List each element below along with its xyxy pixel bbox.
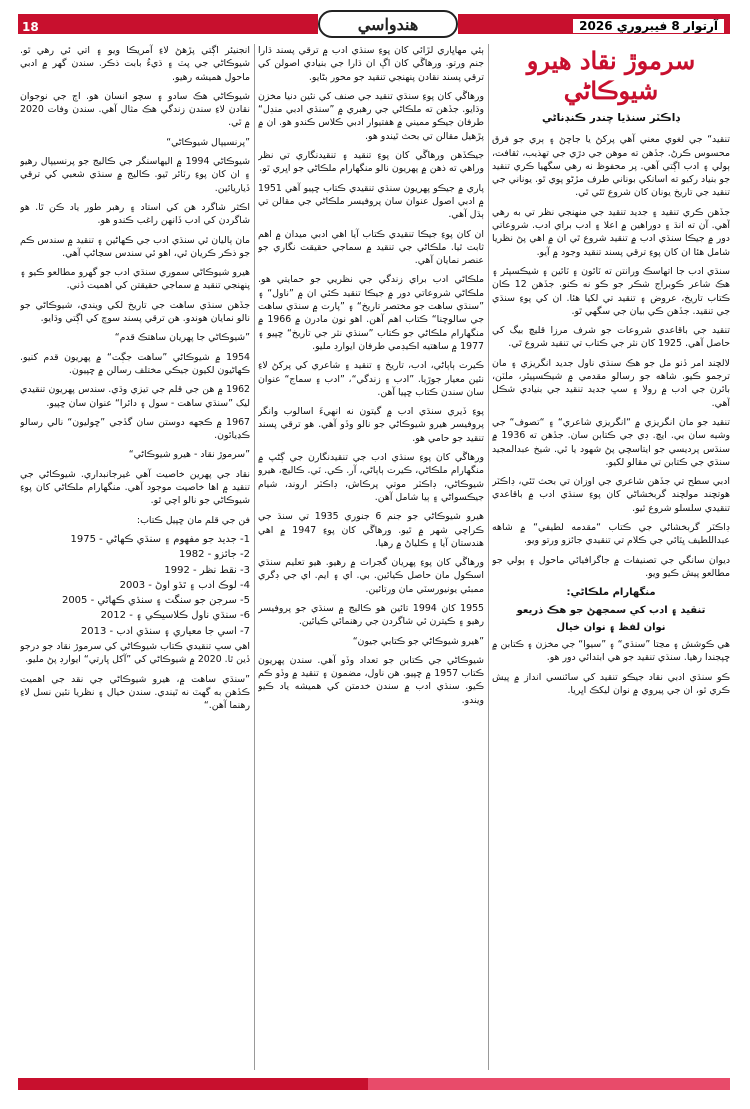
article-column-right bbox=[492, 44, 730, 1070]
paragraph: هي ڪوشش ۽ مڃتا ”سنڌي“ ۽ ”سيوا“ جي مخزن ۽ ڪتابن ۾ ڇپجندا رهيا. سنڌي تنقيد جو هي ابتدائي دور هو. bbox=[492, 639, 730, 664]
paragraph: ٻئي مهاڀاري لڙائي کان پوءِ سنڌي ادب ۾ ترقي پسند ڌارا جنم ورتو. ورهاڱي کان اڳ ان ڌارا جي بنيادي اصولن کي ترقي پسند نقادن پنهنجي تنقيد جو محور بڻايو. bbox=[258, 45, 484, 83]
paragraph: سنڌي ادب جا اتهاسڪ ورانتن ته ٽائون ۽ ٽائين ۽ شيڪسپئر ۽ هڪ شاعر ڪوبراج شڪر جو ڪو نه ڪنو. جڏهن 12 ڪان ڪتاب تاريخ، عروض ۽ تنقيد تي لکيا هئا. ان کي پوءِ سنڌي جي تنقيد. جڏهن ڪي بيان جي سگهي ٿو. bbox=[492, 265, 730, 317]
paragraph: ڊاڪٽر گربخشاڻي جي ڪتاب “مقدمه لطيفي“ ۾ شاهه عبداللطيف ڀٽائي جي ڪلام تي تنقيدي جائزو ورتو ويو. bbox=[492, 522, 730, 547]
paragraph: جيڪڏهن ورهاڱي کان پوءِ تنقيد ۽ تنقيدنگاري تي نظر وراهي ته ذهن ۾ پهريون نالو منگهارام ملڪاڻي جو اڀري ٿو. bbox=[258, 150, 484, 175]
paragraph: ڪو سنڌي ادبي نقاد جيڪو تنقيد کي سائنسي انداز ۾ پيش ڪري ٿو، ان جي پيروي ۾ نوان ليکڪ اڀريا. bbox=[492, 671, 730, 696]
paragraph: 1955 کان 1994 تائين هو ڪاليج ۾ سنڌي جو پروفيسر رهيو ۽ ڪيترن ئي شاگردن جي رهنمائي ڪيائين. bbox=[258, 602, 484, 628]
left-column-end bbox=[20, 640, 250, 712]
column-divider-left bbox=[254, 44, 255, 1070]
article-title: سرموڙ نقاد هيرو شيوڪاڻي bbox=[526, 46, 696, 105]
book-item: 5- سرجن جو سنگت ۽ سنڌي ڪهاڻي - 2005 bbox=[61, 595, 250, 607]
paragraph: پاري ۾ جيڪو پهريون سنڌي تنقيدي ڪتاب ڇپيو آهي 1951 ۾ ادبي اصول عنوان سان پروفيسر ملڪاڻي جي مقالن تي ٻڌل آهي. bbox=[258, 182, 484, 221]
paragraph: 1962 ۾ هن جي قلم جي تيزي وڌي. سندس پهريون تنقيدي ليک ”سنڌي ساهت - سول ۽ دائرا“ عنوان سان ڇپيو. bbox=[20, 384, 250, 409]
paragraph: ادبي سطح تي جڏهن شاعري جي اوزان تي بحث ٿئي، ڊاڪٽر هوتچند مولچند گربخشاڻي کان پوءِ سنڌي ادب ۾ باقاعدي تنقيدي سلسلو شروع ٿيو. bbox=[492, 476, 730, 514]
paragraph: ورهاڱي کان پوءِ سنڌي تنقيد جي صنف کي نئين دنيا مخزن وڌايو. جڏهن ته ملڪاڻي جي رهبري ۾ ”سنڌي ادبي منڊل“ طرفان جيڪو مميني ۾ هفتيوار ادبي ڪلاس ڪندو هو. ان ۾ پڙهيل مقالن تي بحث ٿيندو هو. bbox=[258, 90, 484, 142]
paragraph: لالچند امر ڏنو مل جو هڪ سنڌي ناول جديد انگريزي ۽ مان ترجمو ڪيو. شاهه جو رسالو مقدمي ۾ شيڪسپيئر، ملٽن، بائرن جي ادب ۾ رولا ۽ سڀ جديد تنقيد جي بنيادي شڪل آهي. bbox=[492, 357, 730, 409]
paragraph: ملڪاڻي ادب براي زندگي جي نظريي جو حمايتي هو. ملڪاڻي شروعاتي دور ۾ جيڪا تنقيد ڪئي ان ۾ ”ناول“ ۽ ”سنڌي ساهت جو مختصر تاريخ“ ۽ ”پارت ۾ سنڌي ساهت جي سالوچنا“ ڪتاب اهم آهن. اهو نون مادرن ۾ 1966 ۾ منگهارام ملڪاڻي جو ڪتاب ”سنڌي نثر جي تاريخ“ ڇپيو ۽ 1977 ۾ ساهتيه اڪيڊمي طرفان ايوارڊ مليو. bbox=[258, 274, 484, 352]
page-number: 18 bbox=[22, 20, 39, 34]
book-item: 3- نقط نظر - 1992 bbox=[164, 564, 250, 576]
paragraph: ”سرموڙ نقاد - هيرو شيوڪاڻي“ bbox=[128, 449, 250, 461]
paragraph: تنقيد جي باقاعدي شروعات جو شرف مرزا قليچ بيگ کي حاصل آهي. 1925 کان نثر جي ڪتاب تي تنقيد شروع ٿي. bbox=[492, 325, 730, 350]
issue-date: آرتوار 8 فيبروري 2026 bbox=[573, 19, 724, 33]
article-column-left bbox=[20, 44, 250, 1070]
left-column-body bbox=[20, 44, 250, 527]
paragraph: جڏهن ڪري تنقيد ۽ جديد تنقيد جي منهنجي نظر تي به رهي آهي. آن ته انڌ ۽ دوراهين ۾ اعلا ۽ ادب براي ادب. شروعاتي دور ۾ جيڪا سنڌي ادب ۾ تنقيد شروع ٿي ان ۾ اهي پڻ نظريا شامل هئا ان کان پوءِ ترقي پسند تنقيد وجود ۾ آيو. bbox=[492, 206, 730, 258]
paragraph: 1967 ۾ ڪجهه دوستن سان گڏجي ”ڇوليون“ نالي رسالو ڪڍيائون. bbox=[20, 416, 250, 442]
page-footer bbox=[18, 1078, 730, 1090]
footer-bar-red bbox=[18, 1078, 368, 1090]
paragraph: ”پرنسيپال شيوڪاڻي“ bbox=[166, 136, 250, 148]
book-item: 6- سنڌي ناول ڪلاسيڪي ۽ - 2012 bbox=[100, 610, 250, 622]
paragraph: ”هيرو شيوڪاڻي جو ڪتابي جيون“ bbox=[352, 635, 484, 647]
paragraph: مان ٻاليان ٿي سنڌي ادب جي ڪهاڻين ۽ تنقيد ۾ سندس ڪم جو ذڪر ڪريان ٿي، اهو ئي سندس سڃاڻپ آهي. bbox=[20, 234, 250, 259]
column-divider-right bbox=[488, 44, 489, 1070]
paragraph: شيوڪاڻي جي ڪتابن جو تعداد وڏو آهي. سندن پهريون ڪتاب 1957 ۾ ڇپيو. هن ناول، مضمون ۽ تنقيد ۾ وڏو ڪم ڪيو. سنڌي ادب ۾ سندن خدمتن کي هميشه ياد ڪيو ويندو. bbox=[258, 654, 484, 706]
paragraph: ورهاڱي کان پوءِ سنڌي ادب جي تنقيدنگارن جي ڳڻپ ۾ منگهارام ملڪاڻي، ڪيرت ٻاٻاڻي، آر. ڪي. ٽي. ڪاليچ، هيرو شيوڪاڻي، ڊاڪٽر موتي پرڪاش، ڊاڪٽر اروند، شيام جيڪسواڻي ۽ ٻيا شامل آهن. bbox=[258, 452, 484, 503]
header-bar-right bbox=[458, 14, 730, 34]
paragraph: اهي سڀ تنقيدي ڪتاب شيوڪاڻي کي سرموڙ نقاد جو درجو ڏين ٿا. 2020 ۾ شيوڪاڻي کي ”آکل ڀارتي“ ايوارڊ پڻ مليو. bbox=[20, 640, 250, 666]
paragraph: اڪثر شاگرد هن کي استاد ۽ رهبر طور ياد ڪن ٿا. هو شاگردن کي ادب ڏانهن راغب ڪندو هو. bbox=[20, 201, 250, 227]
right-column-end bbox=[492, 638, 730, 697]
paragraph: شيوڪاڻي هڪ سادو ۽ سچو انسان هو. اڄ جي نوجوان نقادن لاءِ سندن زندگي هڪ مثال آهي. سندن وفات 2020 ۾ ٿي. bbox=[20, 90, 250, 129]
paragraph: فن جي قلم مان ڇپيل ڪتاب: bbox=[136, 514, 250, 526]
article-author: ڊاڪٽر سنڌيا چندر ڪنڊناڻي bbox=[542, 112, 680, 124]
book-item: 1- جديد جو مفهوم ۽ سنڌي ڪهاڻي - 1975 bbox=[70, 533, 250, 545]
paragraph: تنقيد جو مان انگريزي ۾ “انگريزي شاعري“ ۽ “تصوف“ جي وشيه سان بي. ايچ. ڊي جي ڪتابن سان. جڏهن ته 1936 ۾ سنڌس پرديسي جو ايتاسچي پڻ شهود يا ٿي. شيخ عبدالمجيد سنڌي جي ڪتابن تي مقالو لکيو. bbox=[492, 416, 730, 468]
quote-line: نوان لفظ ۽ نوان خيال bbox=[556, 621, 666, 633]
book-item: 2- جائزو - 1982 bbox=[179, 549, 250, 561]
paragraph: انجنيئر اڳتي پڙهڻ لاءِ آمريڪا ويو ۽ اتي ئي رهي ٿو. شيوڪاڻي جي پٽ ۽ ڌيءُ بابت ذڪر. سندن گهر ۾ ادبي ماحول هميشه رهيو. bbox=[20, 45, 250, 83]
right-column-body bbox=[492, 133, 730, 580]
paragraph: شيوڪاڻي 1994 ۾ اليهاسنگر جي ڪاليج جو پرنسيپال رهيو ۽ ان کان پوءِ رٽائر ٿيو. ڪاليج ۾ سنڌي شعبي کي ترقي ڏياريائين. bbox=[20, 156, 250, 194]
quote-line: تنقيد ۽ ادب کي سمجهڻ جو هڪ ذريعو bbox=[516, 604, 706, 616]
paragraph: ”شيوڪاڻي جا پهريان ساهتڪ قدم“ bbox=[114, 332, 250, 344]
paragraph: ورهاڱي کان پوءِ پهريان گجرات ۾ رهيو. هيو تعليم سنڌي اسڪول مان حاصل ڪيائين. بي. اي ۽ ايم. اي جي ڊگري ممبئي يونيورسٽي مان ورتائين. bbox=[258, 557, 484, 595]
paragraph: هيرو شيوڪاڻي سموري سنڌي ادب جو گهرو مطالعو ڪيو ۽ پنهنجي تنقيد ۾ سماجي حقيقتن کي اهميت ڏني. bbox=[20, 267, 250, 292]
book-list bbox=[20, 533, 250, 638]
quote-title: منگهارام ملڪاڻي: bbox=[566, 587, 656, 599]
book-item: 4- لوڪ ادب ۽ ٿڌو اوڻ - 2003 bbox=[119, 579, 250, 591]
quote-lines bbox=[492, 604, 730, 635]
paragraph: پوءِ ڏيري سنڌي ادب ۾ گيتون نه انهيءَ اسالوب وانگر پروفيسر هيرو شيوڪاڻي جو نالو وڏو آهي. هو ترقي پسند تنقيد جو حامي هو. bbox=[258, 406, 484, 444]
paragraph: ان کان پوءِ جيڪا تنقيدي ڪتاب آيا اهي ادبي ميدان ۾ اهم ثابت ٿيا. ملڪاڻي جي تنقيد ۾ سماجي حقيقت نگاري جو عنصر نمايان آهي. bbox=[258, 228, 484, 267]
middle-column-body bbox=[258, 44, 484, 707]
paragraph: تنقيد“ جي لغوي معني آهي پرکڻ يا جاچڻ ۽ ٻري جو فرق محسوس ڪرڻ. جڏهن ته موهن جي دڙي جي تهذيب، ثقافت، ٻولي ۽ ادب اڳتي آهي. پر محفوظ نه رهي سگهيا ڪري تنقيد جو بنياد رکيو ته اسانکي بوناني طرف مڙڻو پوي ٿو. يوناني جي تنقيد جي تاريخ يونان کان شروع ٿئي ٿي. bbox=[492, 134, 730, 199]
newspaper-logo: هندواسي bbox=[318, 10, 458, 38]
paragraph: نقاد جي پهرين خاصيت آهي غيرجانبداري. شيوڪاڻي جي تنقيد ۾ اها خاصيت موجود آهي. منگهارام ملڪاڻي کان پوءِ شيوڪاڻي جو نالو اچي ٿو. bbox=[20, 468, 250, 507]
page-header bbox=[18, 10, 730, 38]
header-bar-left bbox=[18, 14, 318, 34]
paragraph: ڪيرت ٻاٻاڻي، ادب، تاريخ ۽ تنقيد ۽ شاعري کي پرکڻ لاءِ نئين معيار جوڙيا. ”ادب ۽ زندگي“، ”ادب ۽ سماج“ عنوان سان سندن ڪتاب ڇپيا آهن. bbox=[258, 360, 484, 398]
footer-bar-pink bbox=[368, 1078, 730, 1090]
paragraph: ”سنڌي ساهت ۾، هيرو شيوڪاڻي جي نقد جي اهميت ڪڏهن به گهٽ نه ٿيندي. سندن خيال ۽ نظريا نئين نسل لاءِ رهنما آهن.“ bbox=[20, 673, 250, 712]
paragraph: 1954 ۾ شيوڪاڻي ”ساهت جڳت“ ۾ پهريون قدم کنيو. ڪهاڻيون لکيون جيڪي مختلف رسالن ۾ ڇپيون. bbox=[20, 351, 250, 376]
paragraph: هيرو شيوڪاڻي جو جنم 6 جنوري 1935 تي سنڌ جي ڪراچي شهر ۾ ٿيو. ورهاڱي کان پوءِ 1947 ۾ اهي هندستان آيا ۽ ڪلياڻ ۾ رهيا. bbox=[258, 511, 484, 549]
article-column-middle bbox=[258, 44, 484, 1070]
paragraph: ديوان سانگي جي تصنيفات ۾ جاگرافيائي ماحول ۽ ٻولي جو مطالعو پيش ڪيو ويو. bbox=[492, 554, 730, 579]
paragraph: جڏهن سنڌي ساهت جي تاريخ لکي ويندي، شيوڪاڻي جو نالو نمايان هوندو. هن ترقي پسند سوچ کي اڳتي وڌايو. bbox=[20, 299, 250, 325]
book-item: 7- اسي جا معياري ۽ سنڌي ادب - 2013 bbox=[80, 625, 250, 637]
